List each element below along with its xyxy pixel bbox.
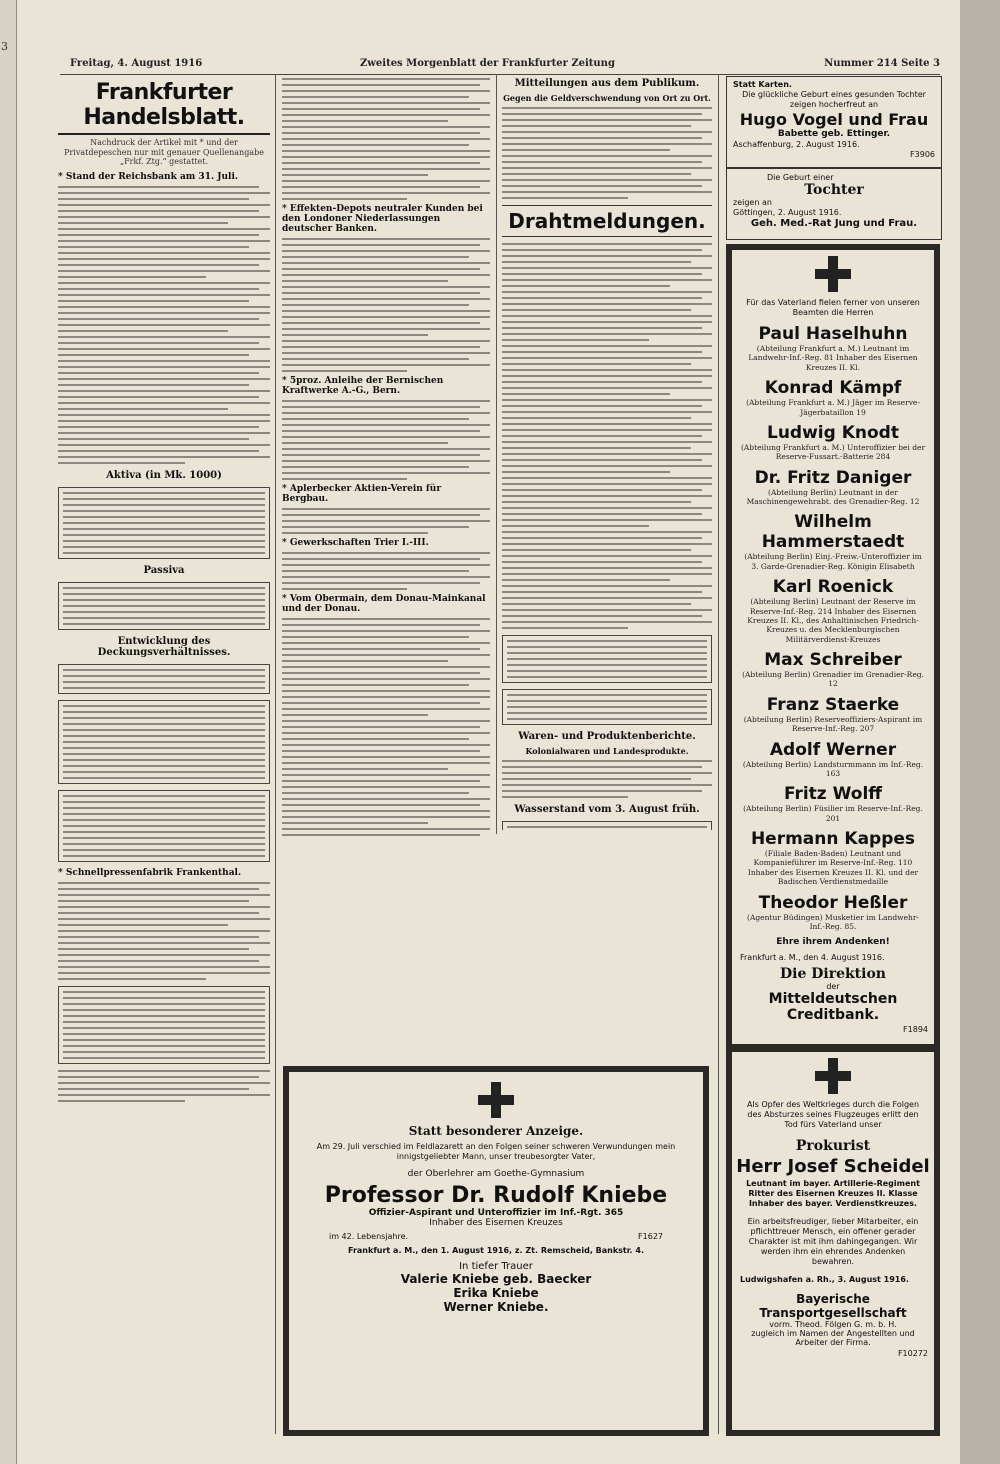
ad-code: F10272 <box>897 1349 928 1358</box>
notice-honor: Ehre ihrem Andenken! <box>776 937 890 948</box>
table-title-aktiva: Aktiva (in Mk. 1000) <box>106 469 222 481</box>
ad-names: Hugo Vogel und Frau <box>739 110 929 130</box>
article-kicker: * Gewerkschaften Trier I.-III. <box>282 538 429 548</box>
fallen-name-details: (Abteilung Berlin) Leutnant in der Maschinengewehrabt. des Grenadier-Reg. 12 <box>746 487 920 506</box>
notice-rank: Offizier-Aspirant und Unteroffizier im Inf.-Rgt. 365 <box>368 1207 624 1218</box>
table-kriegsausweise <box>58 700 270 784</box>
table-notenumlauf <box>58 790 270 862</box>
fallen-names-list <box>732 324 934 931</box>
fallen-name-details: (Abteilung Berlin) Grenadier im Grenadier-Reg. 12 <box>742 670 924 689</box>
header-rule <box>60 74 940 75</box>
fallen-name: Franz Staerke <box>766 694 900 715</box>
fallen-name: Dr. Fritz Daniger <box>754 467 912 488</box>
fallen-name-details: (Agentur Büdingen) Musketier im Landwehr-Inf.-Reg. 85. <box>747 912 919 931</box>
notice-signature-1: Die Direktion <box>780 966 886 983</box>
notice-place: Ludwigshafen a. Rh., 3. August 1916. <box>740 1275 909 1284</box>
fallen-name: Paul Haselhuhn <box>758 324 908 344</box>
table-title-deckung: Entwicklung des Deckungsverhältnisses. <box>97 635 231 658</box>
right-background-edge <box>960 0 1000 1464</box>
fallen-name: Fritz Wolff <box>783 784 883 805</box>
article-kicker: * Stand der Reichsbank am 31. Juli. <box>58 171 238 182</box>
fallen-name: Hermann Kappes <box>750 829 916 849</box>
article-body <box>282 552 490 590</box>
column-finance-news <box>282 78 490 838</box>
notice-sub: Leutnant im bayer. Artillerie-Regiment Ritter des Eisernen Kreuzes II. Klasse Inhaber des bayer. Verdienstkreuzes. <box>746 1179 920 1208</box>
notice-title: Prokurist <box>795 1138 871 1154</box>
ad-names-2: Babette geb. Ettinger. <box>777 129 891 140</box>
fallen-name: Ludwig Knodt <box>767 422 899 443</box>
article-body <box>58 1070 270 1102</box>
header-number: Nummer 214 Seite 3 <box>824 58 940 69</box>
table-deckung <box>58 664 270 694</box>
left-page-number: 3 <box>1 40 8 53</box>
fallen-name-details: (Abteilung Berlin) Einj.-Freiw.-Unteroffizier im 3. Garde-Grenadier-Reg. Königin Elisabeth <box>744 552 922 571</box>
article-body <box>282 508 490 534</box>
article-kicker: * Vom Obermain, dem Donau-Mainkanal und der Donau. <box>282 594 486 614</box>
fallen-name: Konrad Kämpf <box>764 378 902 399</box>
article-body <box>58 882 270 980</box>
article-kicker: * Schnellpressenfabrik Frankenthal. <box>58 867 242 878</box>
fallen-name-details: (Abteilung Frankfurt a. M.) Unteroffizier bei der Reserve-Fussart.-Batterie 284 <box>740 442 926 462</box>
notice-label: Statt besonderer Anzeige. <box>408 1124 584 1138</box>
birth-announcement-jung <box>726 168 942 240</box>
notice-firm-3: zugleich im Namen der Angestellten und Arbeiter der Firma. <box>751 1329 915 1347</box>
table-passiva <box>58 582 270 630</box>
section-heading-publikum: Mitteilungen aus dem Publikum. <box>514 78 700 89</box>
fallen-name-details: (Filiale Baden-Baden) Leutnant und Kompanieführer im Reserve-Inf.-Reg. 110 Inhaber des Eisernen Kreuzes II. Kl. und der Badischen Verdienstmedaille <box>747 849 919 887</box>
article-kicker: * Aplerbecker Aktien-Verein für Bergbau. <box>282 484 442 504</box>
ad-text: Die Geburt einer <box>767 173 834 182</box>
ad-code: F3906 <box>910 150 935 160</box>
ad-code: F1627 <box>638 1231 663 1241</box>
column-rule <box>496 74 497 834</box>
fallen-name: Theodor Heßler <box>758 892 908 913</box>
article-body <box>502 243 712 629</box>
death-notice-scheidel <box>726 1046 940 1436</box>
article-body <box>282 78 490 200</box>
table-wechselkurse <box>502 635 712 683</box>
section-heading-drahtmeldungen: Drahtmeldungen. <box>502 205 712 237</box>
notice-text: Ein arbeitsfreudiger, lieber Mitarbeiter, ein pflichttreuer Mensch, ein offener gerader Charakter ist mit ihm dahingegangen. Wir werden ihm ein ehrendes Andenken bewahren. <box>747 1217 919 1266</box>
iron-cross-icon <box>478 1082 514 1118</box>
left-page-edge <box>0 0 17 1464</box>
notice-signature-2: der <box>826 982 840 992</box>
notice-family-3: Werner Kniebe. <box>443 1299 549 1314</box>
ad-place: Göttingen, 2. August 1916. <box>733 208 842 217</box>
article-body <box>502 760 712 798</box>
notice-role: der Oberlehrer am Goethe-Gymnasium <box>407 1168 585 1179</box>
fallen-name-details: (Abteilung Berlin) Landsturmmann im Inf.-Reg. 163 <box>742 759 924 778</box>
fallen-name: Adolf Werner <box>769 739 897 760</box>
section-heading-wasserstand: Wasserstand vom 3. August früh. <box>514 804 700 815</box>
fallen-name: Wilhelm Hammerstaedt <box>761 512 905 553</box>
table-produktenmarkt <box>502 689 712 725</box>
ad-text-2: zeigen an <box>733 198 772 207</box>
notice-award: Inhaber des Eisernen Kreuzes <box>429 1217 563 1228</box>
article-body <box>282 618 490 838</box>
notice-name: Herr Josef Scheidel <box>736 1156 930 1177</box>
fallen-name: Karl Roenick <box>772 577 894 598</box>
article-body <box>282 400 490 480</box>
fallen-name-details: (Abteilung Berlin) Leutnant der Reserve im Reserve-Inf.-Reg. 214 Inhaber des Eisernen Kreuzes II. Kl., des Anhaltinischen Friedrich-Kreuzes u. des Mecklenburgischen Militärverdienst-Kreuzes <box>747 597 919 644</box>
table-aktiva <box>58 487 270 559</box>
notice-name: Professor Dr. Rudolf Kniebe <box>324 1182 668 1208</box>
ad-label: Statt Karten. <box>733 80 792 89</box>
subheading-kolonialwaren: Kolonialwaren und Landesprodukte. <box>525 746 689 756</box>
article-body <box>58 186 270 464</box>
iron-cross-icon <box>815 256 851 292</box>
fallen-name-details: (Abteilung Berlin) Füsilier im Reserve-Inf.-Reg. 201 <box>743 804 923 823</box>
ad-names: Geh. Med.-Rat Jung und Frau. <box>750 218 918 229</box>
header-paper: Zweites Morgenblatt der Frankfurter Zeitung <box>360 58 615 69</box>
ad-place: Aschaffenburg, 2. August 1916. <box>733 140 860 150</box>
notice-family-1: Valerie Kniebe geb. Baecker <box>400 1271 592 1286</box>
notice-intro: Am 29. Juli verschied im Feldlazarett an den Folgen seiner schweren Verwundungen mein innigstgeliebter Mann, unser treubesorgter Vater, <box>316 1142 676 1162</box>
ad-word: Tochter <box>804 182 864 198</box>
notice-intro: Als Opfer des Weltkrieges durch die Folgen des Absturzes seines Flugzeuges erlitt den Tod fürs Vaterland unser <box>746 1100 920 1129</box>
article-kicker: * Effekten-Depots neutraler Kunden bei den Londoner Niederlassungen deutscher Banken. <box>282 204 483 234</box>
article-body <box>502 107 712 199</box>
ad-text: Die glückliche Geburt eines gesunden Tochter zeigen hocherfreut an <box>742 90 926 109</box>
notice-firm: Bayerische Transportgesellschaft <box>759 1292 907 1320</box>
death-notice-kniebe <box>283 1066 709 1436</box>
fallen-name-details: (Abteilung Berlin) Reserveoffiziers-Aspirant im Reserve-Inf.-Reg. 207 <box>743 714 923 734</box>
masthead-subline: Nachdruck der Artikel mit * und der Privatdepeschen nur mit genauer Quellenangabe „Frkf. Ztg.“ gestattet. <box>64 138 264 167</box>
notice-place: Frankfurt a. M., den 4. August 1916. <box>740 953 885 963</box>
subheading-geldverschwendung: Gegen die Geldverschwendung von Ort zu Ort. <box>503 93 711 103</box>
article-body <box>282 238 490 372</box>
column-rule <box>718 74 719 1434</box>
notice-family-2: Erika Kniebe <box>453 1285 539 1300</box>
notice-intro: Für das Vaterland fielen ferner von unseren Beamten die Herren <box>746 298 920 317</box>
table-title-passiva: Passiva <box>143 564 185 576</box>
article-kicker: * 5proz. Anleihe der Bernischen Kraftwerke A.-G., Bern. <box>282 376 444 396</box>
page-header <box>60 58 940 74</box>
table-bilanz <box>58 986 270 1064</box>
notice-place: Frankfurt a. M., den 1. August 1916, z. Zt. Remscheid, Bankstr. 4. <box>348 1245 644 1255</box>
notice-age: im 42. Lebensjahre. <box>329 1231 409 1241</box>
notice-signature-3: Mitteldeutschen Creditbank. <box>768 991 898 1024</box>
fallen-name: Max Schreiber <box>764 650 902 670</box>
iron-cross-icon <box>815 1058 851 1094</box>
fallen-name-details: (Abteilung Frankfurt a. M.) Jäger im Reserve-Jägerbataillon 19 <box>746 398 920 417</box>
notice-mourning: In tiefer Trauer <box>459 1260 533 1272</box>
masthead: Frankfurter Handelsblatt. <box>58 80 270 135</box>
notice-firm-2: vorm. Theod. Fölgen G. m. b. H. <box>769 1320 897 1329</box>
column-handelsblatt <box>58 80 270 1420</box>
table-wasserstand <box>502 821 712 830</box>
section-heading-waren: Waren- und Produktenberichte. <box>518 731 696 742</box>
death-notice-creditbank <box>726 244 940 1050</box>
birth-announcement-vogel <box>726 76 942 168</box>
column-drahtmeldungen <box>502 78 712 830</box>
header-date: Freitag, 4. August 1916 <box>70 58 203 69</box>
fallen-name-details: (Abteilung Frankfurt a. M.) Leutnant im Landwehr-Inf.-Reg. 81 Inhaber des Eisernen Kreuzes II. Kl. <box>748 344 918 372</box>
ad-code: F1894 <box>903 1025 928 1035</box>
column-rule <box>275 74 276 1434</box>
